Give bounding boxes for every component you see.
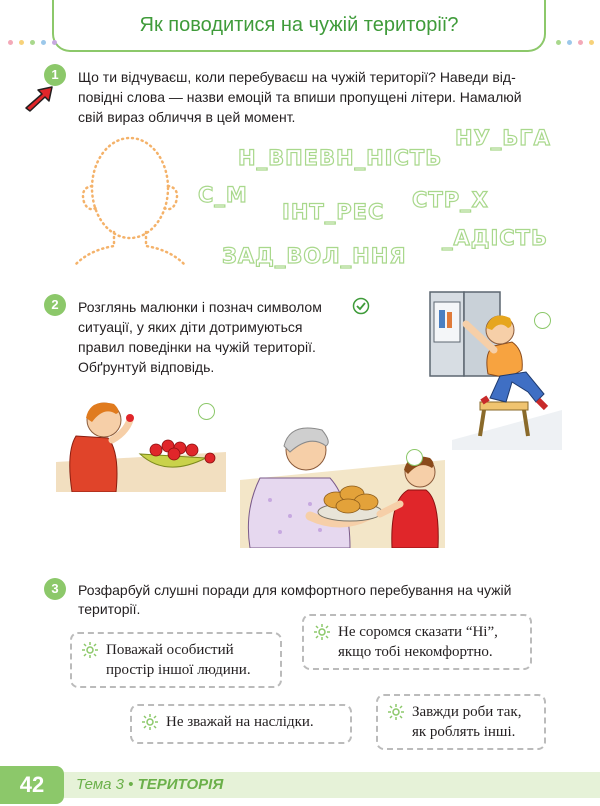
task-number-1: 1 (44, 64, 66, 86)
emotion-word[interactable]: НУ_ЬГА (455, 126, 551, 150)
task2-line3: правил поведінки на чужій території. (78, 339, 316, 355)
advice-card[interactable] (376, 694, 546, 750)
answer-circle[interactable] (198, 403, 215, 420)
check-circle-icon (352, 297, 370, 315)
advice-line: Не соромся сказати “Ні”, (338, 624, 498, 640)
sun-bullet-icon (142, 714, 158, 730)
title-box (52, 0, 546, 52)
advice-line: простір іншої людини. (106, 662, 251, 678)
task1-line2: повідні слова — назви емоцій та впиши пропущені літери. Намалюй (78, 89, 522, 105)
task-number-2: 2 (44, 294, 66, 316)
page-number: 42 (0, 766, 64, 804)
decor-dots-right (556, 40, 600, 46)
advice-line: як роблять інші. (412, 724, 516, 740)
emotion-word[interactable]: ЗАД_ВОЛ_ННЯ (222, 244, 407, 268)
task3-line1: Розфарбуй слушні поради для комфортного перебування на чужій (78, 582, 512, 598)
sun-bullet-icon (314, 624, 330, 640)
sun-bullet-icon (82, 642, 98, 658)
advice-card[interactable] (70, 632, 282, 688)
pointer-arrow-icon (22, 84, 56, 112)
task-number-3: 3 (44, 578, 66, 600)
task3-line2: території. (78, 601, 141, 617)
illustration-grandmother-offering-pastries (240, 420, 445, 548)
task2-line2: ситуації, у яких діти дотримуються (78, 319, 303, 335)
task2-line1: Розглянь малюнки і познач символом (78, 299, 322, 315)
task2-line4: Обґрунтуй відповідь. (78, 359, 215, 375)
advice-card[interactable] (130, 704, 352, 744)
task1-line1: Що ти відчуваєш, коли перебуваєш на чужій території? Наведи від- (78, 69, 516, 85)
emotion-word[interactable]: ІНТ_РЕС (282, 200, 385, 224)
decor-dots-left (8, 40, 57, 46)
emotion-word[interactable]: СТР_Х (412, 188, 489, 212)
sun-bullet-icon (388, 704, 404, 720)
advice-line: Поважай особистий (106, 642, 234, 658)
topic-prefix: Тема 3 • (76, 776, 134, 793)
advice-line: Завжди роби так, (412, 704, 522, 720)
topic-name: ТЕРИТОРІЯ (137, 776, 224, 793)
emotion-word[interactable]: _АДІСТЬ (442, 226, 549, 250)
answer-circle[interactable] (406, 449, 423, 466)
emotion-word[interactable]: Н_ВПЕВН_НІСТЬ (238, 146, 443, 170)
advice-line: якщо тобі некомфортно. (338, 644, 493, 660)
face-outline-drawing[interactable] (70, 136, 190, 266)
topic-label (76, 776, 223, 793)
emotion-word[interactable]: С_М (198, 183, 248, 207)
answer-circle[interactable] (534, 312, 551, 329)
page-title: Як поводитися на чужій території? (139, 14, 459, 36)
task1-line3: свій вираз обличчя в цей момент. (78, 109, 296, 125)
advice-line: Не зважай на наслідки. (166, 714, 314, 730)
advice-card[interactable] (302, 614, 532, 670)
